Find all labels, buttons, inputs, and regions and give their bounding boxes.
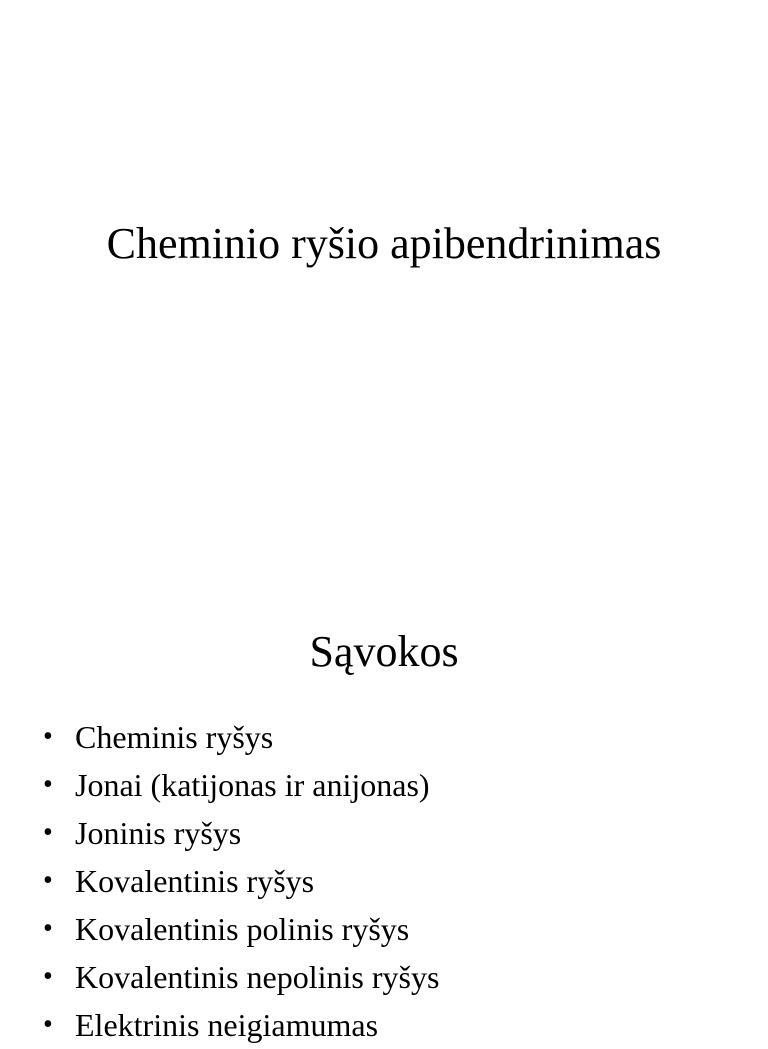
list-item-text: Jonai (katijonas ir anijonas) bbox=[75, 767, 430, 803]
slide-title: Sąvokos bbox=[309, 627, 459, 676]
bullet-icon: • bbox=[43, 961, 53, 992]
bullet-icon: • bbox=[43, 913, 53, 944]
list-item-text: Elektrinis neigiamumas bbox=[75, 1007, 379, 1043]
bullet-icon: • bbox=[43, 769, 53, 800]
bullet-icon: • bbox=[43, 865, 53, 896]
list-item-text: Joninis ryšys bbox=[75, 815, 242, 851]
list-item-text: Kovalentinis polinis ryšys bbox=[75, 911, 410, 947]
bullet-icon: • bbox=[43, 721, 53, 752]
slide-title: Cheminio ryšio apibendrinimas bbox=[106, 219, 662, 268]
bullet-icon: • bbox=[43, 817, 53, 848]
bullet-icon: • bbox=[43, 1009, 53, 1040]
list-item-text: Kovalentinis nepolinis ryšys bbox=[75, 959, 440, 995]
list-item-text: Cheminis ryšys bbox=[75, 719, 274, 755]
slide-2 bbox=[0, 576, 768, 1043]
list-item-text: Kovalentinis ryšys bbox=[75, 863, 315, 899]
